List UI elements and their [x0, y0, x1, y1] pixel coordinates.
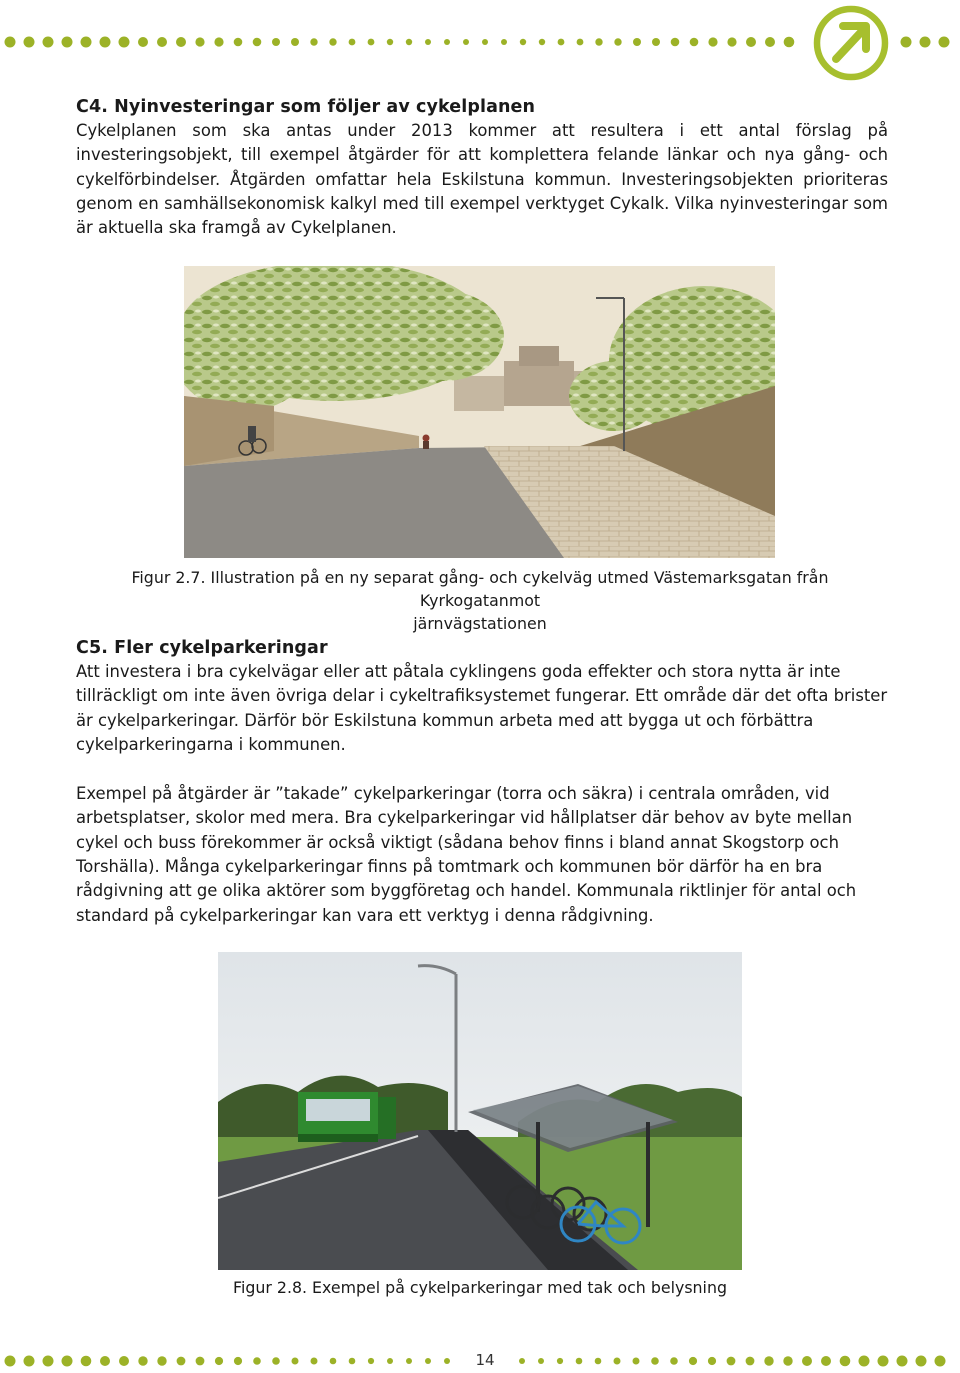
- figure-2-7-image: [184, 266, 775, 558]
- figure-2-7-caption: [80, 566, 880, 635]
- page-number: 14: [475, 1351, 495, 1369]
- arrow-up-right-circle-icon: [812, 4, 890, 82]
- section-c4: [76, 95, 888, 240]
- caption-line: järnvägstationen: [413, 614, 547, 633]
- section-body: Cykelplanen som ska antas under 2013 kommer att resultera i ett antal förslag på investeringsobjekt, till exempel åtgärder för att komplettera felande länkar och nya gång- och cykelförbindelser. Åtgärden omfattar hela Eskilstuna kommun. Investeringsobjekten prioriteras genom en samhällsekonomisk kalkyl med till exempel verktyget Cykalk. Vilka nyinvesteringar som är aktuella ska framgå av Cykelplanen.: [76, 121, 888, 238]
- section-heading: C4. Nyinvesteringar som följer av cykelplanen: [76, 97, 536, 117]
- bike-shelter-photo: [218, 952, 742, 1270]
- cycle-path-illustration: [184, 266, 775, 558]
- section-paragraph: Att investera i bra cykelvägar eller att påtala cyklingens goda effekter och stora nytta är inte tillräckligt om inte även övriga delar i cykeltrafiksystemet fungerar. Ett område där det ofta brister är cykelparkeringar. Därför bör Eskilstuna kommun arbeta med att bygga ut och förbättra cykelparkeringarna i kommunen.: [76, 662, 888, 754]
- figure-2-8-image: [218, 952, 742, 1270]
- section-paragraph: Exempel på åtgärder är ”takade” cykelparkeringar (torra och säkra) i centrala områden, vid arbetsplatser, skolor med mera. Bra cykelparkeringar vid hållplatser där behov av byte mellan cykel och buss förekommer är också viktigt (sådana behov finns i bland annat Skogstorp och Torshälla). Många cykelparkeringar finns på tomtmark och kommunen bör därför ha en bra rådgivning att ge olika aktörer som byggföretag och handel. Kommunala riktlinjer för antal och standard på cykelparkeringar kan vara ett verktyg i denna rådgivning.: [76, 784, 857, 925]
- section-heading: C5. Fler cykelparkeringar: [76, 638, 328, 658]
- figure-2-8-caption: Figur 2.8. Exempel på cykelparkeringar med tak och belysning: [233, 1278, 727, 1297]
- section-c5: [76, 636, 888, 928]
- caption-line: Figur 2.7. Illustration på en ny separat gång- och cykelväg utmed Västemarksgatan från Kyrkogatanmot: [131, 568, 829, 610]
